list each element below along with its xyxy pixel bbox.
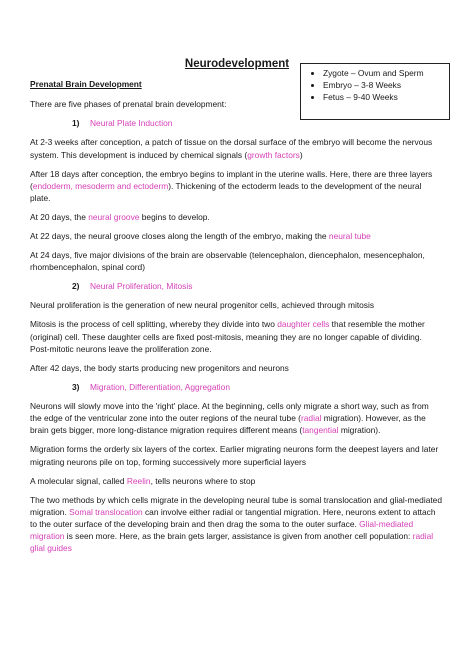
- paragraph: Migration forms the orderly six layers of the cortex. Earlier migrating neurons form the deepest layers and later migrating neurons pile on top, forming successively more superficial layers: [30, 444, 439, 467]
- text-run: begins to develop.: [139, 212, 210, 223]
- text-run: A molecular signal, called: [30, 475, 127, 486]
- paragraph: At 24 days, five major divisions of the brain are observable (telencephalon, diencephalon, mesencephalon, rhombencephalon, spinal cord): [30, 250, 425, 273]
- highlight-term: growth factors: [247, 149, 300, 160]
- text-run: At 2-3 weeks after conception, a patch of tissue on the dorsal surface of the embryo will become the nervous system. This development is induced by chemical signals (: [30, 137, 433, 160]
- phase-heading-2: [30, 280, 442, 292]
- highlight-term: Glial-mediated migration: [30, 519, 414, 542]
- text-run: At 20 days, the: [30, 212, 89, 223]
- paragraph: [30, 475, 442, 487]
- text-run: Mitosis is the process of cell splitting, whereby they divide into two: [30, 319, 278, 330]
- highlight-term: endoderm, mesoderm and ectoderm: [32, 180, 169, 191]
- phase-number: 3): [72, 381, 80, 392]
- paragraph: [30, 230, 442, 242]
- text-run: After 18 days after conception, the embryo begins to implant in the uterine walls. Here, there are three layers (: [30, 168, 433, 191]
- highlight-term: neural groove: [88, 212, 140, 223]
- list-item: • Embryo – 3-8 Weeks: [323, 79, 443, 91]
- paragraph: [30, 211, 442, 223]
- paragraph: [30, 318, 442, 355]
- document-body: [30, 78, 442, 561]
- list-item: • Zygote – Ovum and Sperm: [323, 67, 443, 79]
- highlight-term: radial glial guides: [30, 531, 434, 554]
- text-run: , tells neurons where to stop: [150, 475, 256, 486]
- page-title: Neurodevelopment: [184, 58, 290, 70]
- phase-heading-1: [30, 117, 442, 129]
- phase-label: Neural Plate Induction: [90, 118, 173, 129]
- text-run: ): [299, 149, 303, 160]
- text-run: that resemble the mother (original) cell. These daughter cells are fixed post-mitosis, meaning they are no longer capable of dividing. Post-mitotic neurons leave the proliferation zone.: [30, 319, 425, 354]
- text-run: At 22 days, the neural groove closes along the length of the embryo, making the: [30, 231, 329, 242]
- highlight-term: daughter cells: [277, 319, 330, 330]
- highlight-term: tangential: [302, 425, 339, 436]
- text-run: migration).: [338, 425, 381, 436]
- phase-label: Neural Proliferation, Mitosis: [90, 281, 193, 292]
- phase-number: 2): [72, 281, 80, 292]
- text-run: can involve either radial or tangential migration. Here, neurons extent to attach to the outer surface of the developing brain and then drag the soma to the outer surface.: [30, 506, 436, 530]
- highlight-term: Somal translocation: [69, 506, 143, 517]
- highlight-term: Reelin: [126, 475, 151, 486]
- paragraph: [30, 494, 442, 555]
- text-run: Neurons will slowly move into the 'right' place. At the beginning, cells only migrate a short way, such as from the edge of the ventricular zone into the outer regions of the neural tube (: [30, 401, 429, 424]
- phase-number: 1): [72, 118, 80, 129]
- text-run: The two methods by which cells migrate in the developing neural tube is somal translocation and glial-mediated migration.: [30, 494, 442, 517]
- highlight-term: radial: [300, 413, 322, 424]
- paragraph: Neural proliferation is the generation of new neural progenitor cells, achieved through mitosis: [30, 300, 375, 311]
- phase-label: Migration, Differentiation, Aggregation: [90, 381, 230, 392]
- paragraph: [30, 168, 442, 205]
- list-item: • Fetus – 9-40 Weeks: [323, 91, 443, 103]
- paragraph: [30, 136, 442, 160]
- phase-heading-3: [30, 381, 442, 393]
- section-heading: Prenatal Brain Development: [30, 79, 142, 89]
- paragraph: After 42 days, the body starts producing new progenitors and neurons: [30, 362, 289, 373]
- text-run: ). Thickening of the ectoderm leads to the development of the neural plate.: [30, 180, 422, 204]
- text-run: is seen more. Here, as the brain gets larger, assistance is given from another cell population:: [64, 531, 413, 542]
- intro-paragraph: There are five phases of prenatal brain development:: [30, 99, 227, 110]
- text-run: migration). However, as the brain gets bigger, more long-distance migration requires different means (: [30, 413, 426, 436]
- paragraph: [30, 400, 442, 437]
- highlight-term: neural tube: [328, 231, 371, 242]
